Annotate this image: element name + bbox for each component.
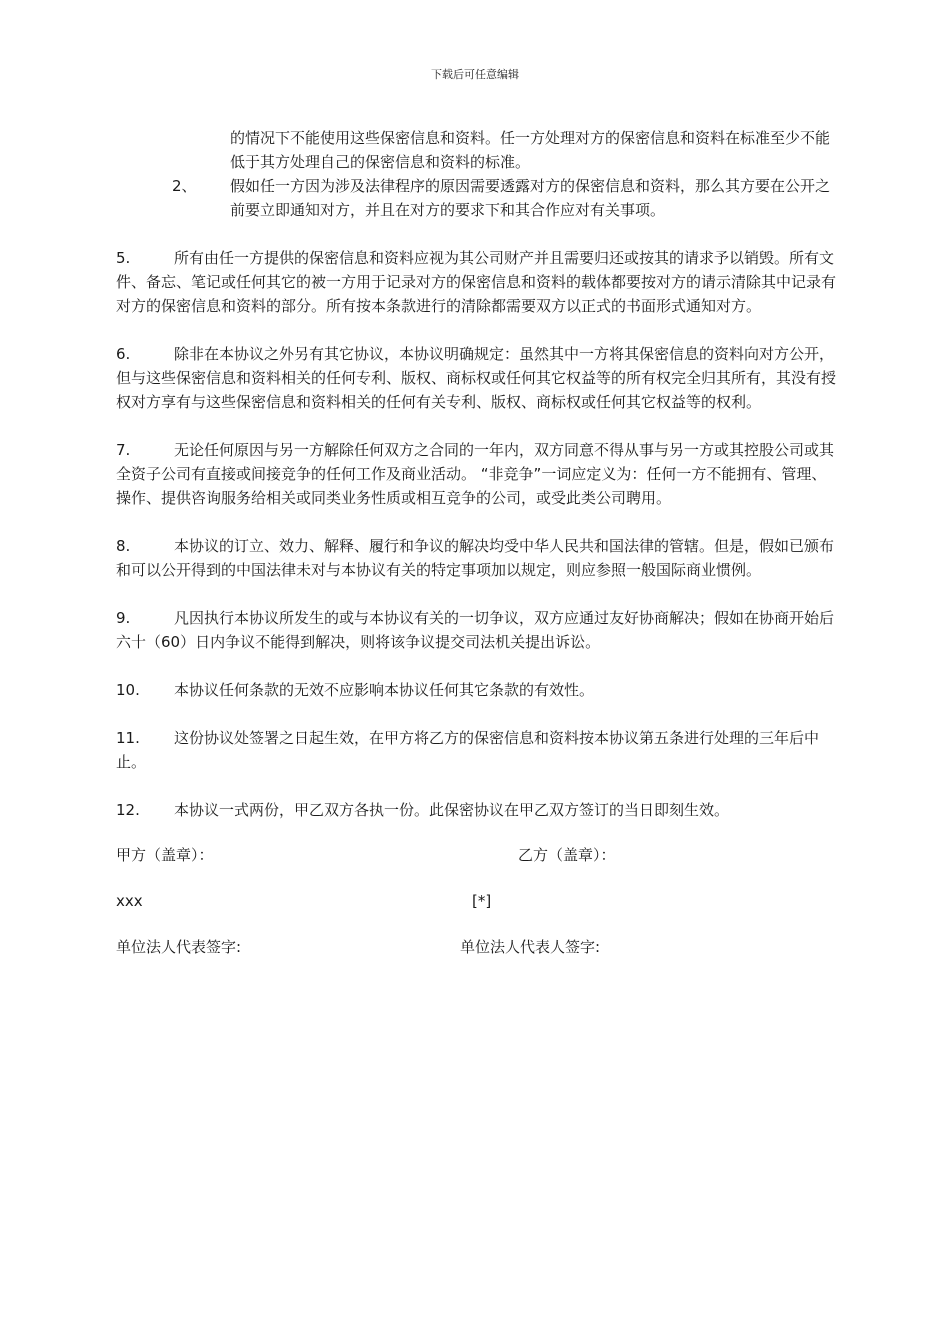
clause-number: 10. xyxy=(116,681,140,699)
clause-text: 这份协议处签署之日起生效，在甲方将乙方的保密信息和资料按本协议第五条进行处理的三年后中止。 xyxy=(116,729,820,771)
party-a-seal-label: 甲方（盖章）： xyxy=(116,846,214,864)
clause-11 xyxy=(116,726,836,774)
signature-rep-row xyxy=(116,935,836,959)
signature-name-row xyxy=(116,889,836,913)
clause-9 xyxy=(116,606,836,654)
clause-text: 所有由任一方提供的保密信息和资料应视为其公司财产并且需要归还或按其的请求予以销毁。所有文件、备忘、笔记或任何其它的被一方用于记录对方的保密信息和资料的载体都要按对方的请示清除其中记录有对方的保密信息和资料的部分。所有按本条款进行的清除都需要双方以正式的书面形式通知对方。 xyxy=(116,249,837,315)
clause-number: 9. xyxy=(116,609,131,627)
sub-item-number: 2、 xyxy=(172,177,197,195)
clause-number: 7. xyxy=(116,441,131,459)
clause-text: 本协议一式两份，甲乙双方各执一份。此保密协议在甲乙双方签订的当日即刻生效。 xyxy=(174,801,730,819)
clause-number: 6. xyxy=(116,345,131,363)
clause-number: 12. xyxy=(116,801,140,819)
sub-item-2 xyxy=(116,174,836,222)
clause-5 xyxy=(116,246,836,318)
clause-number: 5. xyxy=(116,249,131,267)
clause-text: 本协议任何条款的无效不应影响本协议任何其它条款的有效性。 xyxy=(174,681,595,699)
clause-text: 本协议的订立、效力、解释、履行和争议的解决均受中华人民共和国法律的管辖。但是，假如已颁布和可以公开得到的中国法律未对与本协议有关的特定事项加以规定，则应参照一般国际商业惯例。 xyxy=(116,537,835,579)
party-a-name: xxx xyxy=(116,892,143,910)
page-header-note: 下载后可任意编辑 xyxy=(431,68,519,81)
clause-number: 11. xyxy=(116,729,140,747)
clause-6 xyxy=(116,342,836,414)
clause-number: 8. xyxy=(116,537,131,555)
clause-7 xyxy=(116,438,836,510)
clause-12 xyxy=(116,798,836,822)
continuation-paragraph: 的情况下不能使用这些保密信息和资料。任一方处理对方的保密信息和资料在标准至少不能低于其方处理自己的保密信息和资料的标准。 xyxy=(230,129,831,171)
signature-seal-row xyxy=(116,843,836,867)
party-b-name: [*] xyxy=(472,892,492,910)
document-body xyxy=(116,126,836,959)
party-b-seal-label: 乙方（盖章）： xyxy=(518,846,616,864)
clause-text: 凡因执行本协议所发生的或与本协议有关的一切争议，双方应通过友好协商解决；假如在协商开始后六十（60）日内争议不能得到解决，则将该争议提交司法机关提出诉讼。 xyxy=(116,609,835,651)
party-a-rep-label: 单位法人代表签字: xyxy=(116,938,242,956)
clause-10 xyxy=(116,678,836,702)
clause-8 xyxy=(116,534,836,582)
sub-item-text: 假如任一方因为涉及法律程序的原因需要透露对方的保密信息和资料，那么其方要在公开之前要立即通知对方，并且在对方的要求下和其合作应对有关事项。 xyxy=(230,177,831,219)
clause-text: 除非在本协议之外另有其它协议，本协议明确规定：虽然其中一方将其保密信息的资料向对方公开，但与这些保密信息和资料相关的任何专利、版权、商标权或任何其它权益等的所有权完全归其所有，其没有授权对方享有与这些保密信息和资料相关的任何有关专利、版权、商标权或任何其它权益等的权利。 xyxy=(116,345,837,411)
clause-text: 无论任何原因与另一方解除任何双方之合同的一年内，双方同意不得从事与另一方或其控股公司或其全资子公司有直接或间接竞争的任何工作及商业活动。 “非竞争”一词应定义为：任何一方不能拥有、管理、操作、提供咨询服务给相关或同类业务性质或相互竞争的公司，或受此类公司聘用。 xyxy=(116,441,835,507)
party-b-rep-label: 单位法人代表人签字: xyxy=(460,938,601,956)
